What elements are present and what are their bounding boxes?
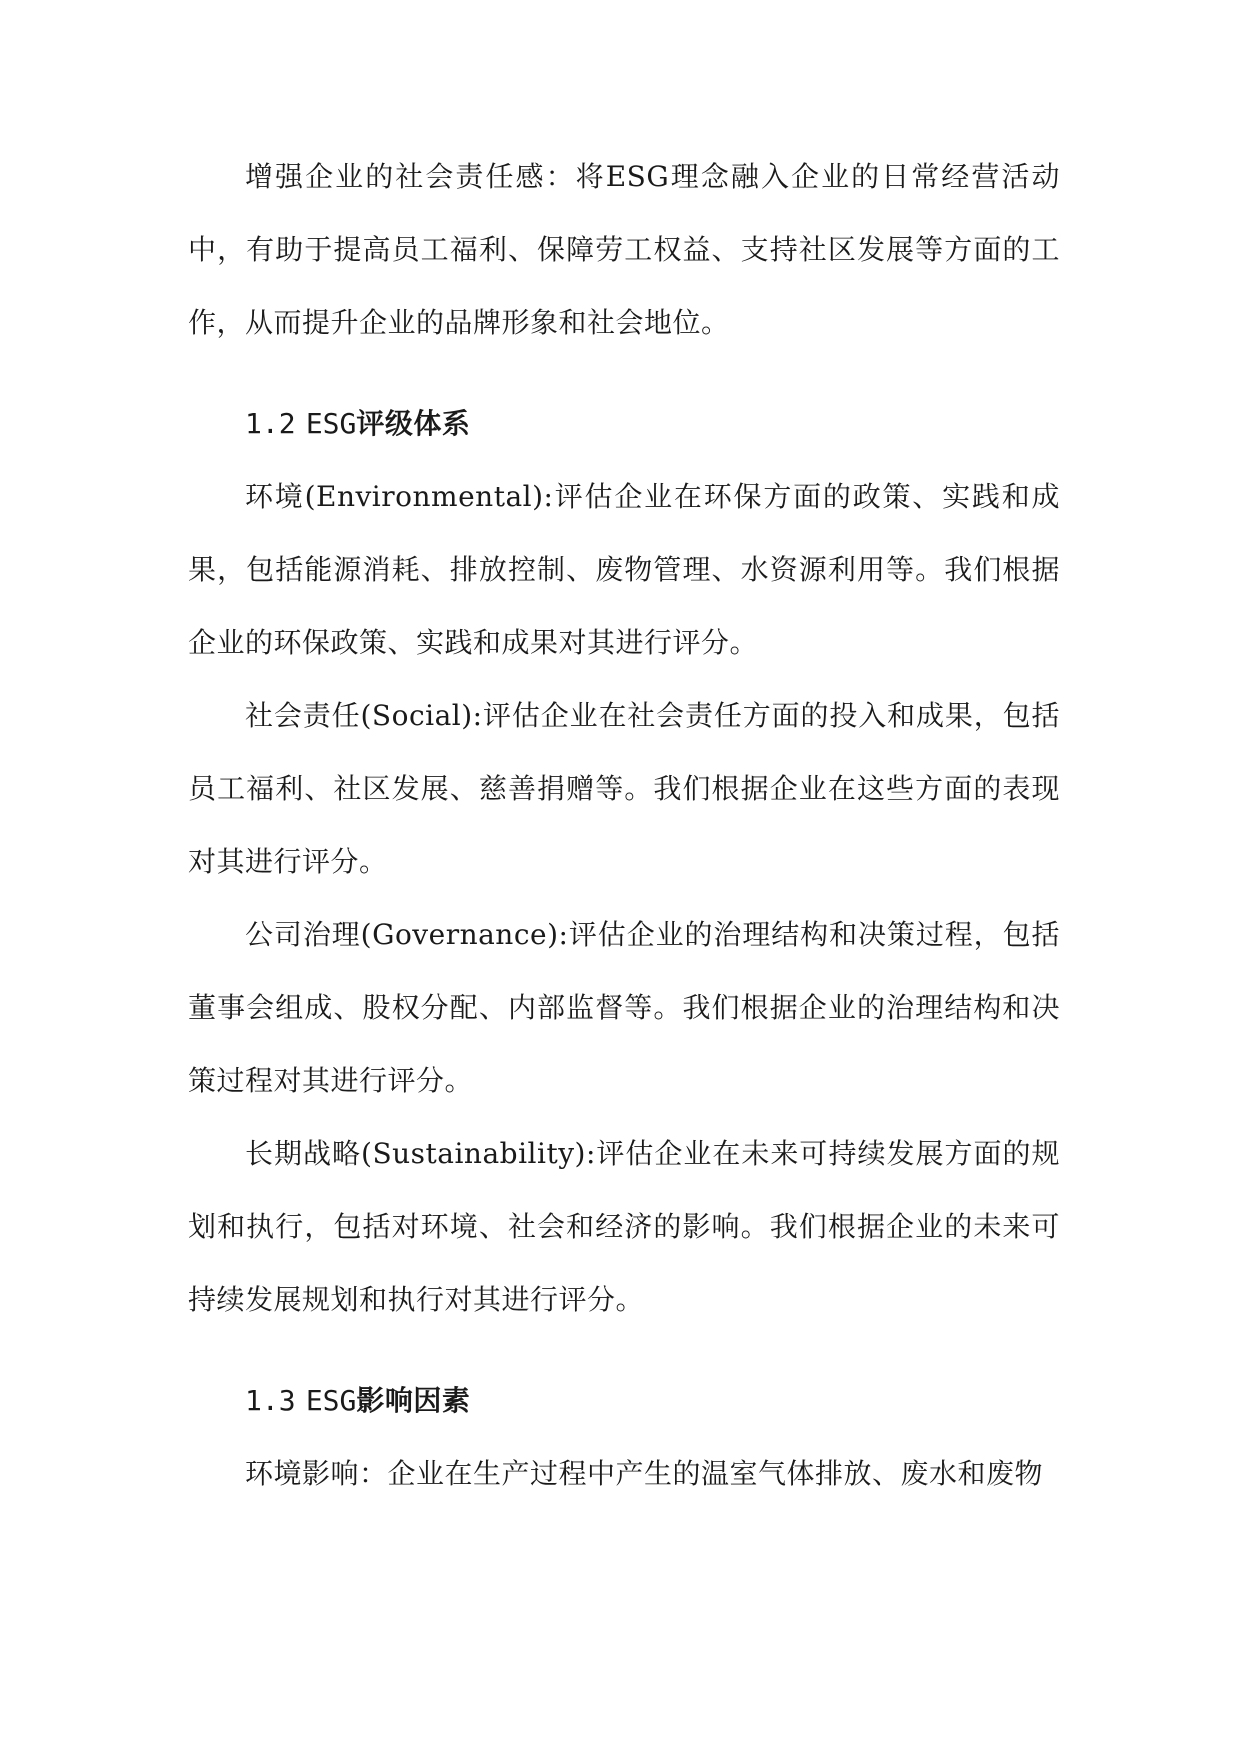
paragraph-sustainability: 长期战略(Sustainability):评估企业在未来可持续发展方面的规划和执行，包括对环境、社会和经济的影响。我们根据企业的未来可持续发展规划和执行对其进行评分。 bbox=[188, 1137, 1060, 1316]
section-label-latin: ESG bbox=[305, 407, 357, 440]
paragraph-environmental: 环境(Environmental):评估企业在环保方面的政策、实践和成果，包括能源消耗、排放控制、废物管理、水资源利用等。我们根据企业的环保政策、实践和成果对其进行评分。 bbox=[188, 480, 1060, 659]
section-number: 1.3 bbox=[245, 1384, 296, 1417]
section-heading-1-2 bbox=[188, 387, 1060, 460]
section-heading-1-3 bbox=[188, 1364, 1060, 1437]
paragraph-governance: 公司治理(Governance):评估企业的治理结构和决策过程，包括董事会组成、股权分配、内部监督等。我们根据企业的治理结构和决策过程对其进行评分。 bbox=[188, 918, 1060, 1097]
section-number: 1.2 bbox=[245, 407, 296, 440]
intro-paragraph: 增强企业的社会责任感：将ESG理念融入企业的日常经营活动中，有助于提高员工福利、保障劳工权益、支持社区发展等方面的工作，从而提升企业的品牌形象和社会地位。 bbox=[188, 160, 1060, 339]
paragraph-social: 社会责任(Social):评估企业在社会责任方面的投入和成果，包括员工福利、社区发展、慈善捐赠等。我们根据企业在这些方面的表现对其进行评分。 bbox=[188, 699, 1060, 878]
paragraph-environmental-impact: 环境影响：企业在生产过程中产生的温室气体排放、废水和废物 bbox=[245, 1457, 1044, 1490]
section-label-cjk: 评级体系 bbox=[356, 407, 471, 440]
section-label-latin: ESG bbox=[305, 1384, 357, 1417]
document-body bbox=[188, 140, 1060, 1510]
section-label-cjk: 影响因素 bbox=[356, 1384, 471, 1417]
